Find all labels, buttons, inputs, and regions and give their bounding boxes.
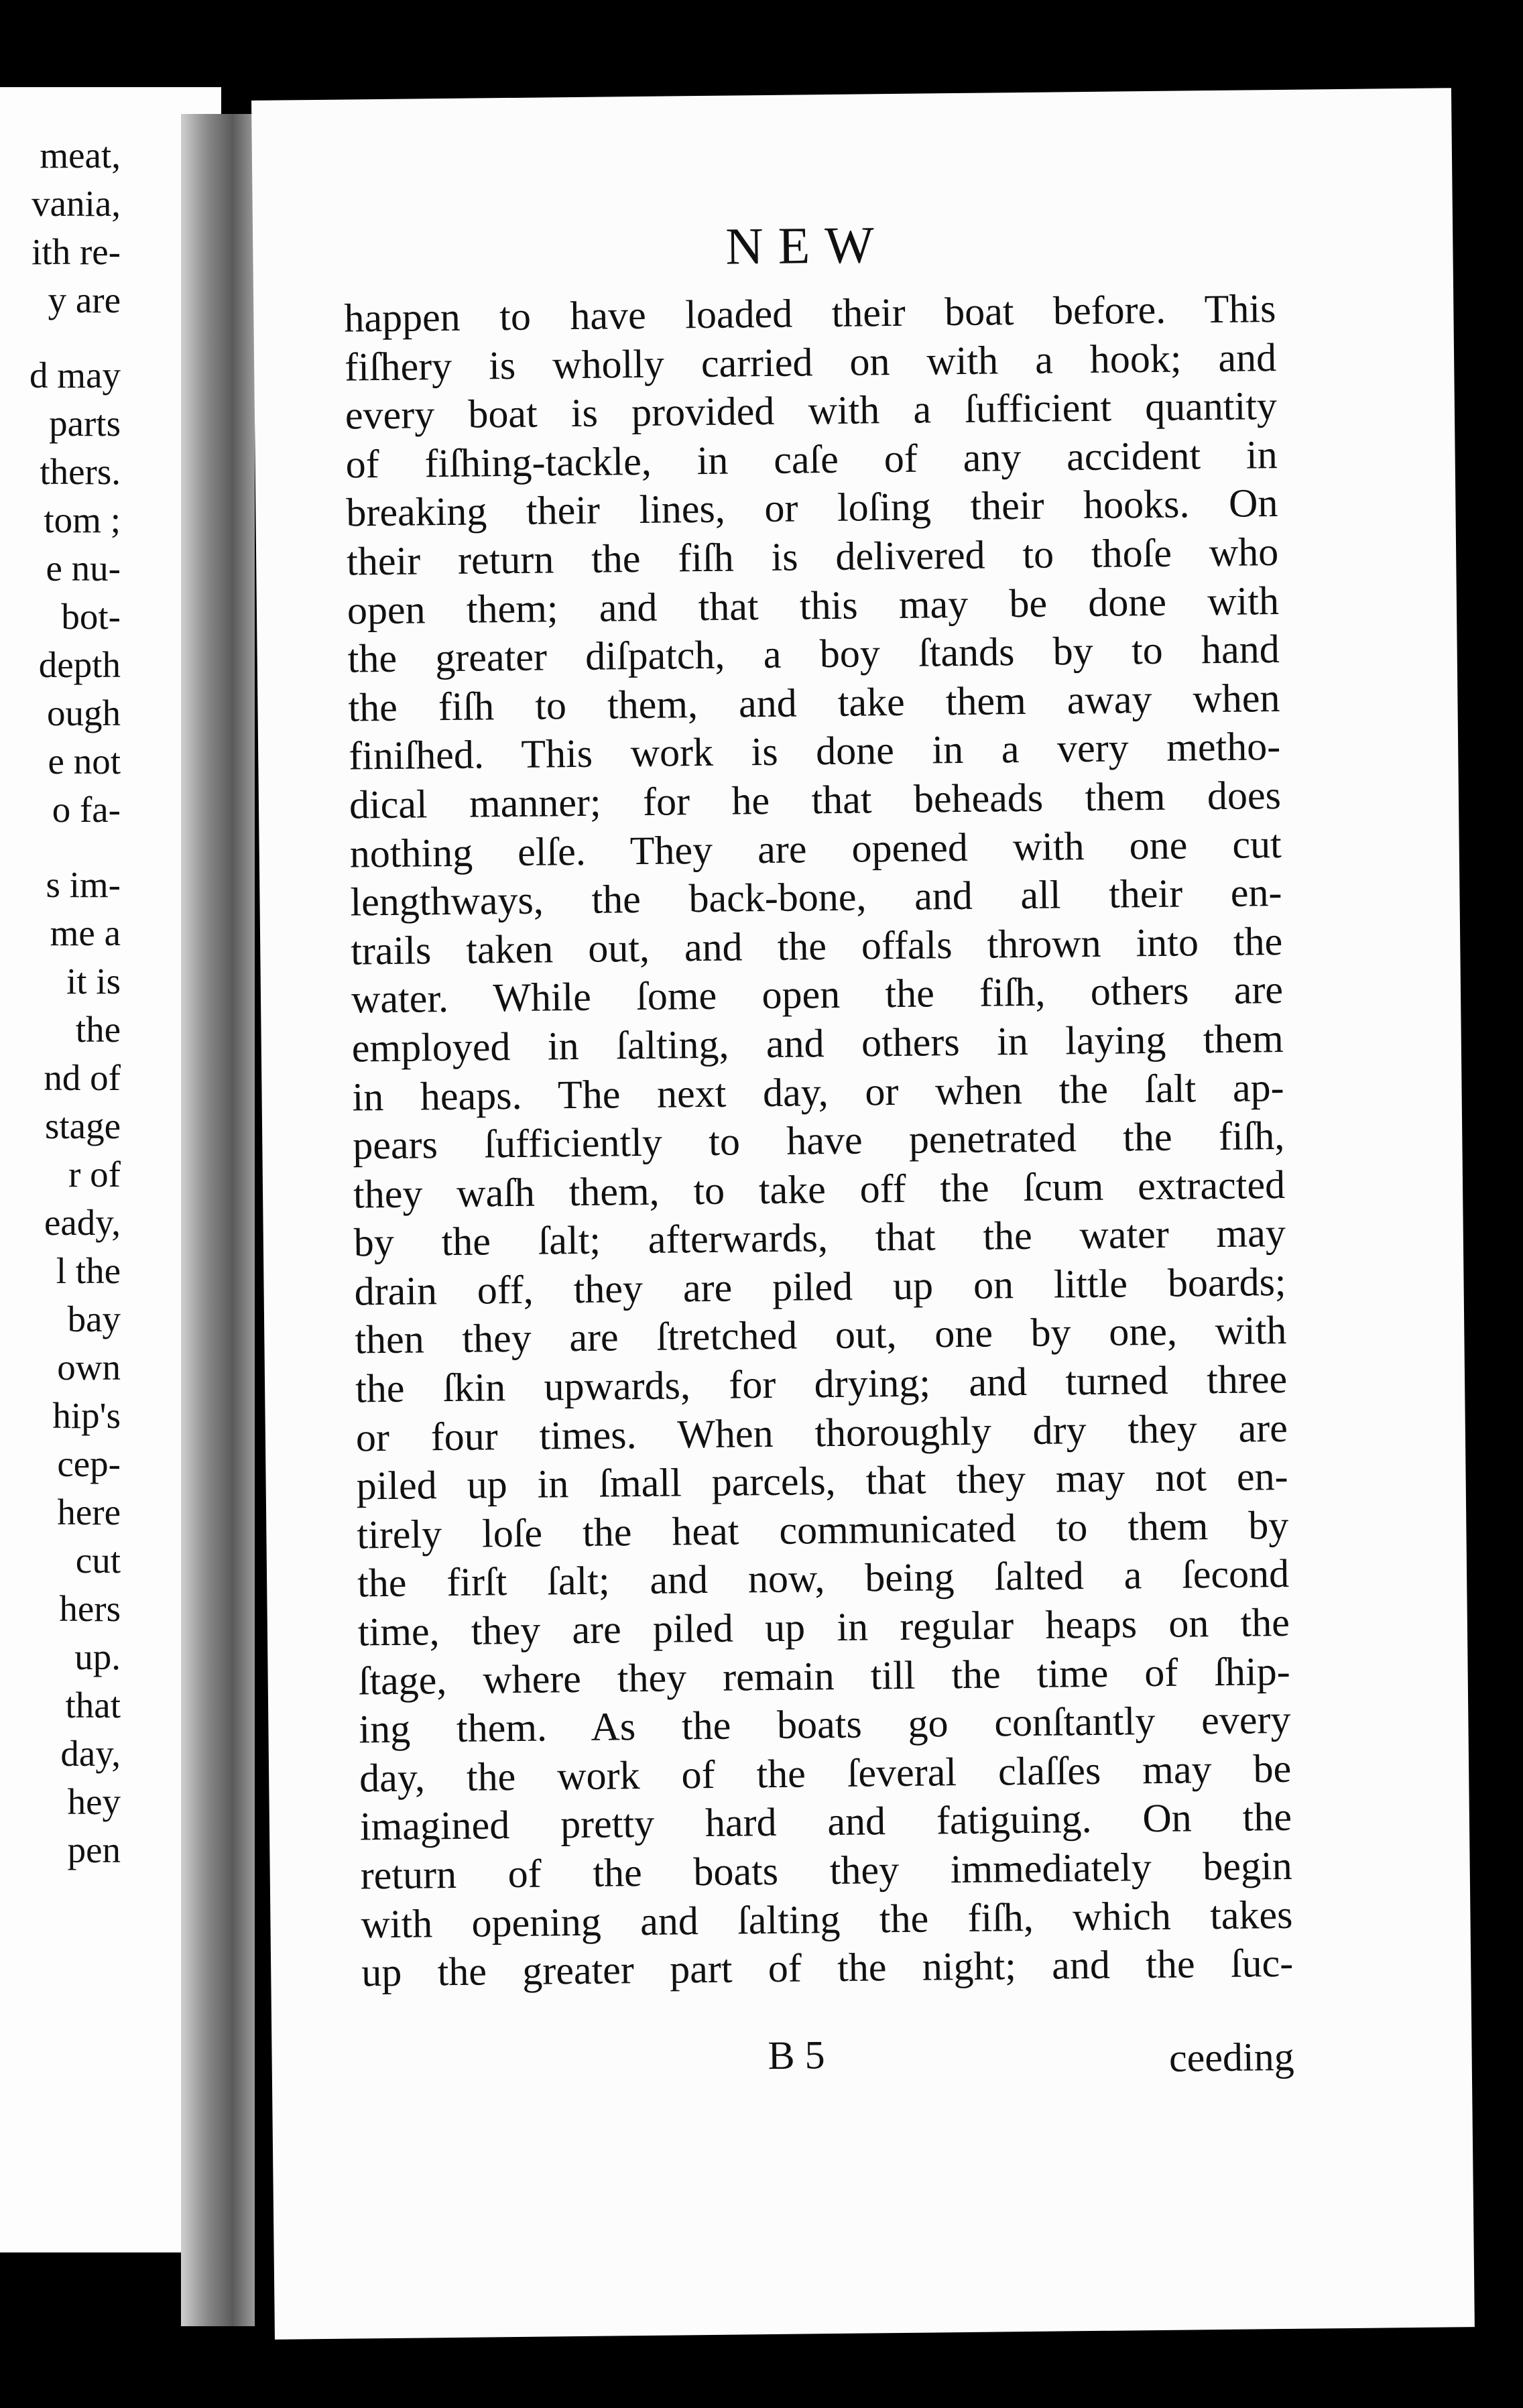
- left-page-line: it is: [66, 961, 121, 1002]
- left-page-line: eady,: [44, 1202, 121, 1243]
- left-page-line: r of: [68, 1154, 121, 1195]
- text-line: return of the boats they immediately begin: [360, 1843, 1293, 1898]
- left-page-line: hey: [67, 1781, 121, 1822]
- left-page-line: bot-: [61, 596, 121, 637]
- page-footer: [362, 2027, 1294, 2080]
- text-line: the greater diſpatch, a boy ſtands by to hand: [347, 627, 1280, 681]
- left-page-line: here: [57, 1492, 121, 1532]
- text-line: the fiſh to them, and take them away when: [348, 675, 1280, 730]
- text-line: in heaps. The next day, or when the ſalt ap-: [352, 1065, 1284, 1120]
- left-page-line: hers: [59, 1588, 121, 1629]
- text-line: piled up in ſmall parcels, that they may not en-: [356, 1454, 1288, 1508]
- text-line: of fiſhing-tackle, in caſe of any accident in: [345, 432, 1278, 487]
- text-line: they waſh them, to take off the ſcum extracted: [353, 1162, 1286, 1217]
- text-line: the firſt ſalt; and now, being ſalted a ſecond: [357, 1551, 1290, 1606]
- left-page-line: depth: [38, 644, 121, 685]
- text-line: drain off, they are piled up on little boards;: [354, 1259, 1286, 1314]
- text-line: imagined pretty hard and fatiguing. On the: [359, 1795, 1292, 1849]
- text-line: lengthways, the back-bone, and all their en-: [350, 870, 1282, 924]
- left-page-line: the: [75, 1009, 121, 1050]
- text-line: ing them. As the boats go conſtantly every: [359, 1697, 1291, 1752]
- text-line: their return the fiſh is delivered to thoſe who: [346, 529, 1279, 584]
- text-line: ſtage, where they remain till the time of ſhip-: [358, 1648, 1290, 1703]
- text-line: happen to have loaded their boat before. This: [344, 286, 1276, 341]
- catchword: ceeding: [1168, 2034, 1294, 2080]
- left-page-line: meat,: [40, 135, 121, 176]
- left-page-line: l the: [56, 1250, 121, 1291]
- text-line: time, they are piled up in regular heaps on the: [357, 1600, 1290, 1654]
- left-page-line: d may: [29, 355, 121, 396]
- left-page-line: y are: [48, 280, 121, 320]
- text-line: every boat is provided with a ſufficient quantity: [345, 383, 1278, 438]
- left-page-line: cep-: [57, 1443, 121, 1484]
- left-page-line: tom ;: [44, 499, 121, 540]
- text-line: with opening and ſalting the fiſh, which takes: [361, 1892, 1293, 1947]
- body-text: [344, 284, 1294, 1997]
- text-line: open them; and that this may be done with: [347, 578, 1280, 633]
- left-page-line: thers.: [40, 451, 121, 492]
- text-line: finiſhed. This work is done in a very metho-: [348, 724, 1281, 778]
- page-title: NEW: [725, 215, 890, 276]
- left-page-line: nd of: [44, 1057, 121, 1098]
- left-page-line: me a: [50, 912, 121, 953]
- left-page-line: stage: [44, 1105, 121, 1146]
- left-page-line: day,: [60, 1733, 121, 1774]
- text-line: day, the work of the ſeveral claſſes may be: [359, 1746, 1292, 1801]
- text-line: fiſhery is wholly carried on with a hook; and: [344, 335, 1277, 389]
- text-line: then they are ſtretched out, one by one, with: [355, 1308, 1287, 1362]
- text-line: breaking their lines, or loſing their hooks. On: [346, 481, 1278, 535]
- signature-mark: B 5: [768, 2033, 825, 2078]
- left-page-line: bay: [67, 1299, 121, 1339]
- text-line: dical manner; for he that beheads them does: [349, 772, 1282, 827]
- left-page-line: parts: [49, 403, 121, 444]
- right-page: [251, 88, 1475, 2340]
- book-gutter: [181, 114, 255, 2326]
- text-line: by the ſalt; afterwards, that the water may: [353, 1211, 1286, 1265]
- left-page-line: hip's: [52, 1395, 121, 1436]
- left-page-line: that: [65, 1685, 121, 1726]
- left-page-line: ough: [47, 693, 121, 733]
- left-page-line: vania,: [32, 183, 121, 224]
- left-page-line: cut: [75, 1540, 121, 1581]
- left-page-line: o fa-: [52, 789, 121, 830]
- text-line: trails taken out, and the offals thrown into the: [350, 918, 1283, 973]
- left-page-line: up.: [74, 1636, 121, 1677]
- text-line: the ſkin upwards, for drying; and turned three: [355, 1356, 1288, 1411]
- text-line: or four times. When thoroughly dry they are: [355, 1405, 1288, 1460]
- text-line: employed in ſalting, and others in laying them: [351, 1016, 1284, 1071]
- left-page-line: pen: [67, 1829, 121, 1870]
- left-page-line: own: [57, 1347, 121, 1388]
- left-page-line: ith re-: [32, 231, 121, 272]
- text-line: nothing elſe. They are opened with one cut: [349, 821, 1282, 876]
- text-line: pears ſufficiently to have penetrated the fiſh,: [352, 1113, 1285, 1168]
- left-page-line: e nu-: [46, 548, 121, 589]
- text-line: up the greater part of the night; and the ſuc-: [361, 1941, 1294, 1995]
- text-line: water. While ſome open the fiſh, others are: [351, 967, 1284, 1022]
- text-line: tirely loſe the heat communicated to them by: [357, 1502, 1289, 1557]
- left-page-line: s im-: [46, 864, 121, 905]
- left-page-line: e not: [48, 741, 121, 782]
